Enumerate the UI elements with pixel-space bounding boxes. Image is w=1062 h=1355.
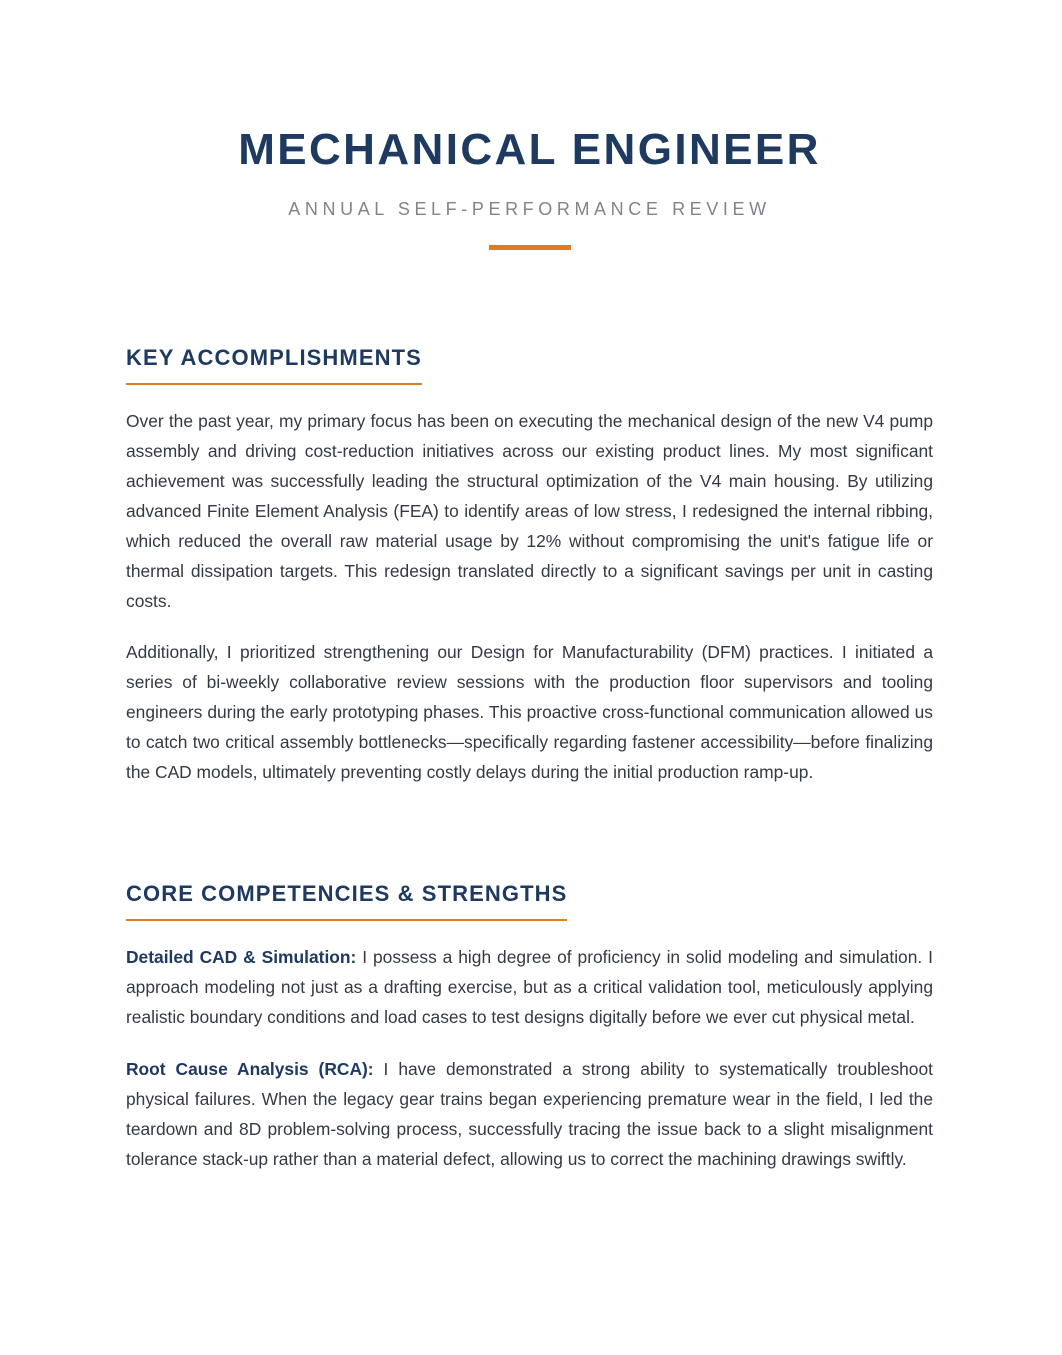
paragraph-body: I possess a high degree of proficiency in solid modeling and simulation. I approach modeling not just as a drafting exercise, but as a critical validation tool, meticulously applying realistic boundary conditions and load cases to test designs digitally before we ever cut physical metal. [126,947,933,1027]
document-subtitle: ANNUAL SELF-PERFORMANCE REVIEW [288,199,771,219]
section-heading: CORE COMPETENCIES & STRENGTHS [126,880,567,921]
paragraph: Additionally, I prioritized strengthening our Design for Manufacturability (DFM) practices. I initiated a series of bi-weekly collaborative review sessions with the production floor supervisors and tooling engineers during the early prototyping phases. This proactive cross-functional communication allowed us to catch two critical assembly bottlenecks—specifically regarding fastener accessibility—before finalizing the CAD models, ultimately preventing costly delays during the initial production ramp-up. [126,642,933,782]
section-key-accomplishments [126,344,933,787]
paragraph-body: I have demonstrated a strong ability to systematically troubleshoot physical failures. When the legacy gear trains began experiencing premature wear in the field, I led the teardown and 8D problem-solving process, successfully tracing the issue back to a slight misalignment tolerance stack-up rather than a material defect, allowing us to correct the machining drawings swiftly. [126,1059,933,1169]
document-header [126,0,933,250]
section-heading: KEY ACCOMPLISHMENTS [126,344,422,385]
section-core-competencies [126,880,933,1174]
paragraph [126,1054,933,1174]
paragraph-lead: Root Cause Analysis (RCA): [126,1059,374,1079]
document-page [126,0,933,1169]
paragraph-lead: Detailed CAD & Simulation: [126,947,357,967]
title-accent-divider [489,245,571,250]
paragraph [126,942,933,1032]
paragraph: Over the past year, my primary focus has been on executing the mechanical design of the new V4 pump assembly and driving cost-reduction initiatives across our existing product lines. My most significant achievement was successfully leading the structural optimization of the V4 main housing. By utilizing advanced Finite Element Analysis (FEA) to identify areas of low stress, I redesigned the internal ribbing, which reduced the overall raw material usage by 12% without compromising the unit's fatigue life or thermal dissipation targets. This redesign translated directly to a significant savings per unit in casting costs. [126,411,933,611]
document-title: MECHANICAL ENGINEER [238,125,821,174]
